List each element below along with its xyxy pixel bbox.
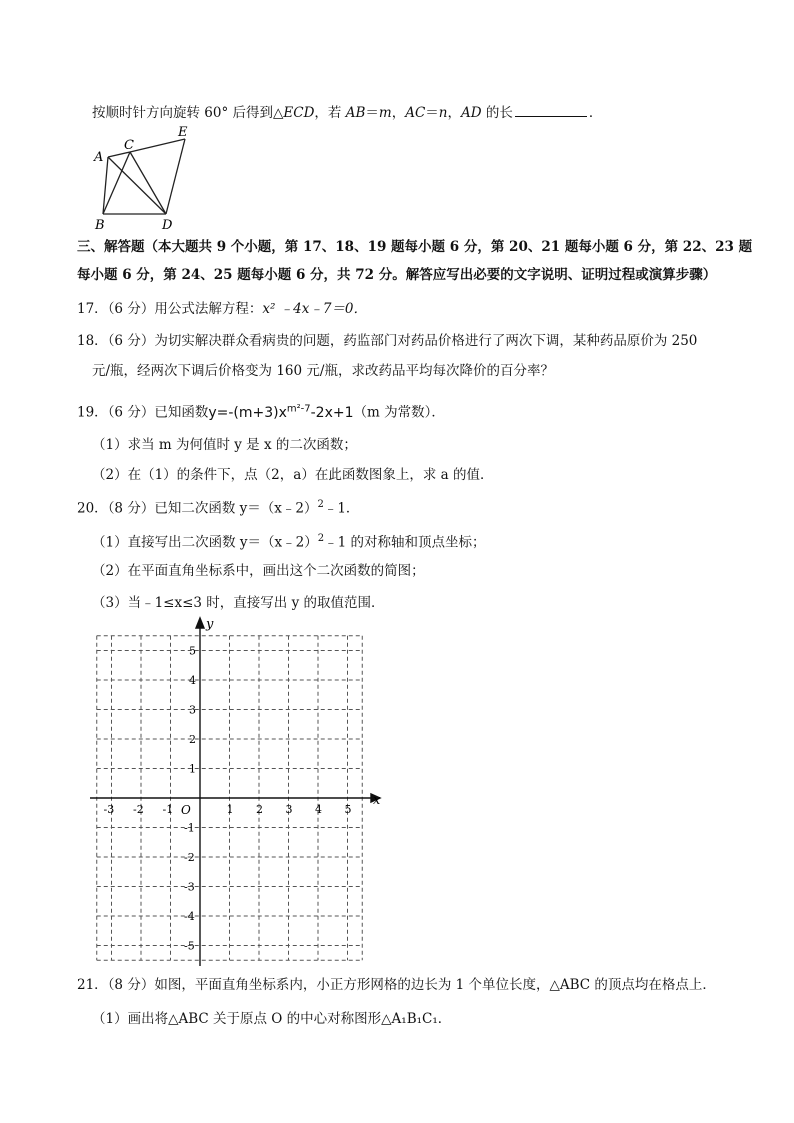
q19-text: （6 分）已知函数 [107, 404, 209, 421]
x-tick-label: 3 [285, 803, 293, 816]
axis-label-x: x [373, 793, 381, 808]
q16-n: n [438, 105, 448, 121]
q20 [77, 496, 359, 518]
q20-sub3: （3）当﹣1≤x≤3 时，直接写出 y 的取值范围． [92, 595, 385, 611]
y-tick-label: 1 [189, 762, 196, 776]
q20-sub2: （2）在平面直角坐标系中，画出这个二次函数的简图； [92, 563, 425, 579]
q20-sub1-exponent: 2 [317, 533, 325, 544]
label-D: D [162, 218, 173, 232]
y-tick-label: -3 [184, 880, 195, 894]
answer-blank[interactable] [515, 103, 587, 117]
q20-number: 20． [77, 500, 108, 517]
q17-number: 17． [77, 301, 108, 317]
q20-exponent: 2 [317, 499, 324, 510]
x-tick-label: 4 [315, 803, 322, 816]
q20-tail: ﹣1． [323, 500, 360, 517]
q21-number: 21． [77, 977, 108, 993]
q19-func-tail: -2x+1 [310, 404, 354, 421]
q21 [77, 976, 716, 994]
q16-end: ． [588, 105, 603, 121]
x-tick-label: -1 [162, 803, 174, 816]
q16-text: ，若 [314, 105, 346, 121]
q19-sub2: （2）在（1）的条件下，点（2，a）在此函数图象上，求 a 的值． [92, 467, 494, 483]
q19-text: （m 为常数）． [353, 404, 445, 421]
q16-tail-line [92, 103, 602, 122]
q17 [77, 300, 367, 318]
x-tick-label: -3 [103, 803, 115, 816]
q18-line1 [77, 332, 697, 350]
q18-number: 18． [77, 333, 108, 349]
label-B: B [95, 218, 105, 232]
q16-m: m [378, 105, 392, 121]
q16-text: 的长 [481, 105, 513, 121]
y-tick-label: 5 [189, 644, 196, 658]
y-tick-label: 3 [189, 703, 196, 717]
y-tick-label: -5 [184, 939, 195, 953]
q16-ad: AD [461, 105, 482, 121]
q17-text: （6 分）用公式法解方程： [107, 301, 263, 317]
q16-ac: AC [405, 105, 426, 121]
figure-16-geometry [88, 122, 198, 232]
q20-sub1 [92, 530, 485, 552]
label-A: A [94, 150, 104, 165]
q18-line2: 元/瓶，经两次下调后价格变为 160 元/瓶，求改药品平均每次降价的百分率？ [92, 363, 554, 379]
q16-eq: ＝ [365, 105, 379, 121]
y-tick-label: -1 [184, 821, 195, 835]
q19 [77, 400, 445, 422]
label-E: E [178, 125, 188, 140]
x-tick-label: -2 [133, 803, 144, 816]
y-tick-label: 4 [189, 674, 196, 687]
q18-text: （6 分）为切实解决群众看病贵的问题，药监部门对药品价格进行了两次下调，某种药品原价为 250 [107, 333, 698, 349]
q16-comma: ， [391, 105, 406, 121]
q20-text: （8 分）已知二次函数 y＝（x﹣2） [107, 500, 318, 517]
x-tick-label: 1 [226, 803, 234, 816]
x-tick-label: 2 [256, 803, 263, 816]
q16-ecd: ECD [283, 105, 315, 121]
x-tick-label: 5 [344, 803, 352, 816]
section-3-heading-line1: 三、解答题（本大题共 9 个小题，第 17、18、19 题每小题 6 分，第 20、21 题每小题 6 分，第 22、23 题 [77, 239, 753, 255]
q17-equation: x² ﹣4x﹣7＝0． [262, 301, 368, 317]
q19-func-exponent: m²-7 [286, 403, 311, 414]
q16-ab: AB [345, 105, 366, 121]
q19-function [208, 405, 353, 421]
q19-func-main: y=-(m+3)x [208, 404, 287, 421]
y-tick-label: -2 [184, 851, 195, 864]
q20-sub1-text: （1）直接写出二次函数 y＝（x﹣2） [92, 534, 318, 551]
q21-text: （8 分）如图，平面直角坐标系内，小正方形网格的边长为 1 个单位长度，△ABC 的顶点均在格点上． [107, 977, 716, 993]
y-tick-label: 2 [189, 733, 196, 746]
axis-label-y: y [206, 617, 214, 632]
q20-sub1-text: ﹣1 的对称轴和顶点坐标； [324, 534, 486, 551]
q21-sub1: （1）画出将△ABC 关于原点 O 的中心对称图形△A₁B₁C₁． [92, 1011, 452, 1027]
coordinate-grid [88, 612, 388, 970]
q16-eq: ＝ [425, 105, 439, 121]
q16-comma: ， [447, 105, 461, 121]
section-3-heading-line2: 每小题 6 分，第 24、25 题每小题 6 分，共 72 分。解答应写出必要的文字说明、证明过程或演算步骤） [77, 267, 717, 283]
q19-sub1: （1）求当 m 为何值时 y 是 x 的二次函数； [92, 437, 357, 453]
origin-label: O [181, 803, 191, 817]
q16-text: 按顺时针方向旋转 60° 后得到△ [92, 105, 284, 121]
y-tick-label: -4 [184, 910, 195, 923]
q19-number: 19． [77, 404, 108, 421]
label-C: C [124, 138, 134, 153]
